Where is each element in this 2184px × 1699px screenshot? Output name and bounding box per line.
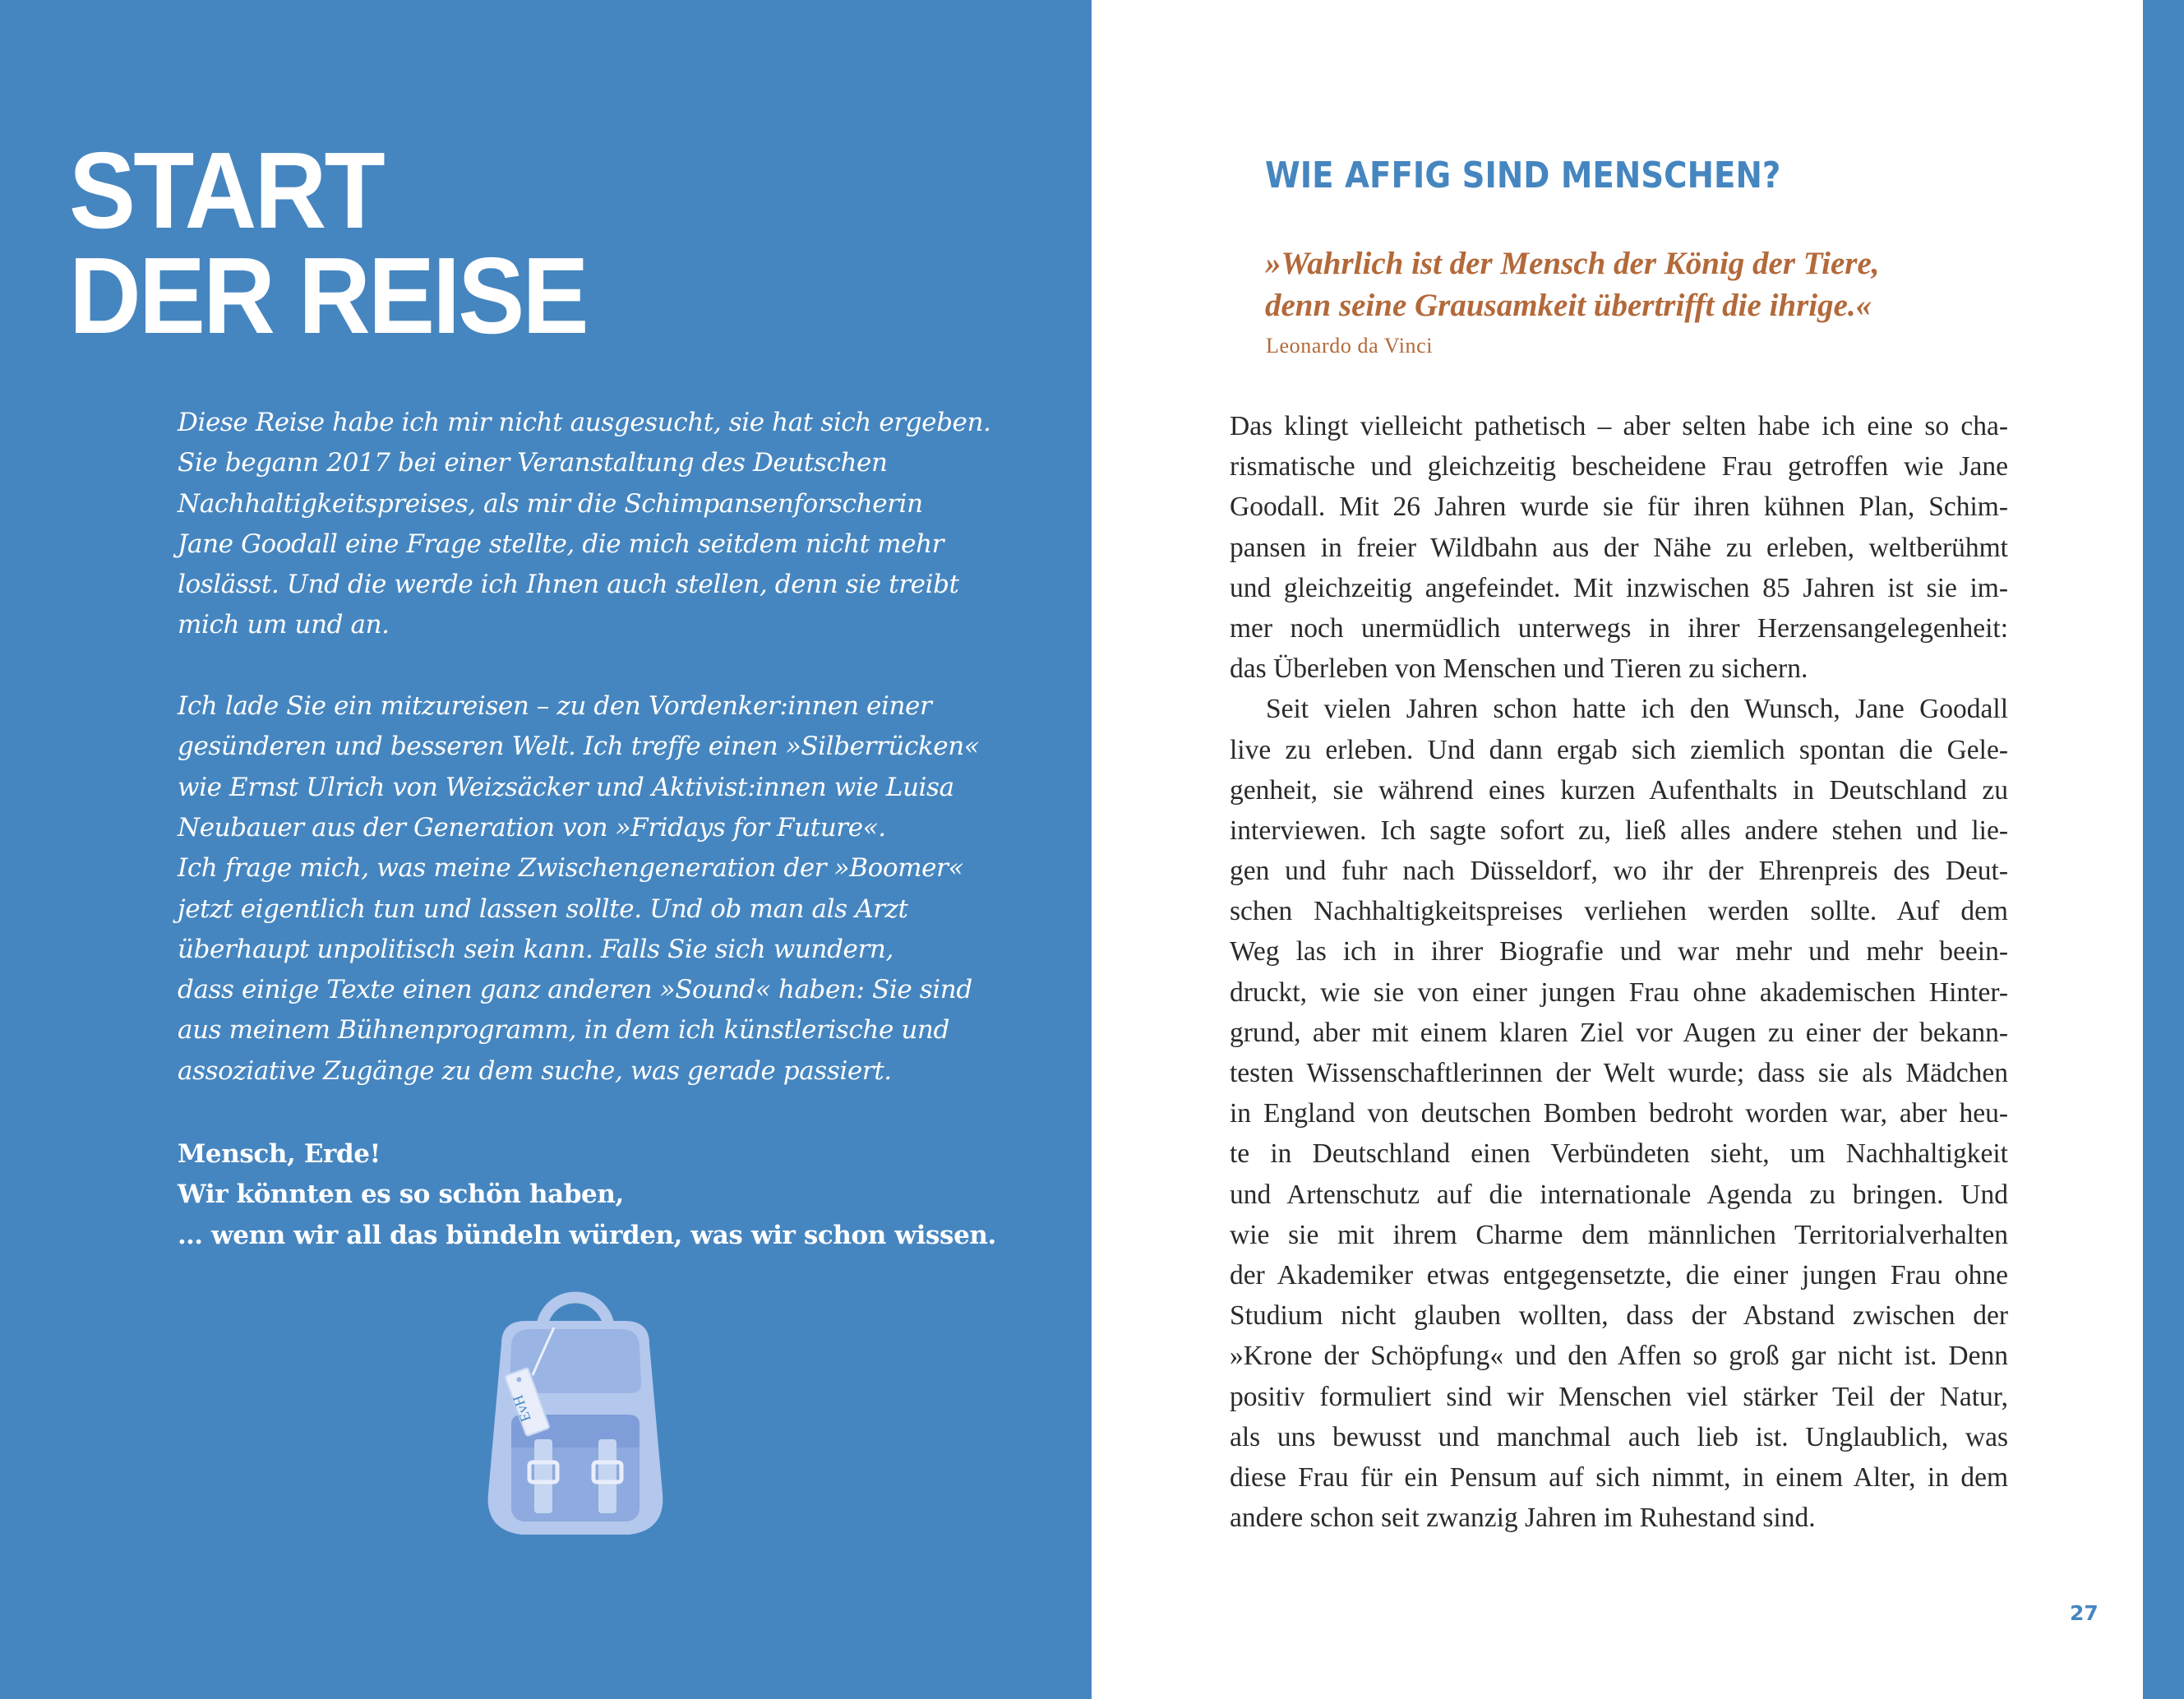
body-line: te in Deutschland einen Verbündeten sieht, um Nachhaltigkeit — [1230, 1138, 2008, 1170]
body-line: diese Frau für ein Pensum auf sich nimmt, in einem Alter, in dem — [1230, 1461, 2008, 1493]
closing-line: … wenn wir all das bündeln würden, was wir schon wissen. — [178, 1220, 996, 1250]
intro-line: aus meinem Bühnenprogramm, in dem ich künstlerische und — [178, 1015, 949, 1046]
closing-line: Mensch, Erde! — [178, 1139, 381, 1169]
body-line: wie sie mit ihrem Charme dem männlichen Territorialverhalten — [1230, 1219, 2008, 1250]
body-line: in England von deutschen Bomben bedroht worden war, aber heu- — [1230, 1098, 2008, 1129]
body-line: gen und fuhr nach Düsseldorf, wo ihr der Ehrenpreis des Deut- — [1230, 856, 2008, 887]
closing-line: Wir könnten es so schön haben, — [178, 1180, 624, 1210]
body-line: Weg las ich in ihrer Biografie und war mehr und mehr beein- — [1230, 936, 2008, 967]
body-line: pansen in freier Wildbahn aus der Nähe zu erleben, weltberühmt — [1230, 532, 2008, 563]
body-line: und gleichzeitig angefeindet. Mit inzwischen 85 Jahren ist sie im- — [1230, 572, 2008, 603]
backpack-illustration — [469, 1278, 682, 1549]
intro-line: Neubauer aus der Generation von »Fridays for Future«. — [178, 812, 886, 843]
intro-line: Jane Goodall eine Frage stellte, die mich seitdem nicht mehr — [178, 529, 944, 559]
body-line: Seit vielen Jahren schon hatte ich den Wunsch, Jane Goodall — [1266, 694, 2008, 725]
intro-line: Ich lade Sie ein mitzureisen – zu den Vordenker:innen einer — [178, 691, 932, 722]
intro-line: überhaupt unpolitisch sein kann. Falls Sie sich wundern, — [178, 934, 893, 964]
body-line: andere schon seit zwanzig Jahren im Ruhestand sind. — [1230, 1503, 1816, 1534]
body-line: »Krone der Schöpfung« und den Affen so groß gar nicht ist. Denn — [1230, 1341, 2008, 1372]
chapter-title — [69, 130, 587, 356]
intro-text — [178, 403, 1008, 1132]
closing-statement — [178, 1134, 1041, 1256]
body-line: Goodall. Mit 26 Jahren wurde sie für ihren kühnen Plan, Schim- — [1230, 492, 2008, 523]
intro-paragraph — [178, 686, 1008, 1092]
intro-line: Sie begann 2017 bei einer Veranstaltung des Deutschen — [178, 448, 888, 478]
intro-line: dass einige Texte einen ganz anderen »Sound« haben: Sie sind — [178, 975, 972, 1005]
page-number: 27 — [2070, 1601, 2099, 1625]
body-line: und Artenschutz auf die internationale Agenda zu bringen. Und — [1230, 1179, 2008, 1210]
section-heading: WIE AFFIG SIND MENSCHEN? — [1265, 155, 1781, 196]
intro-line: loslässt. Und die werde ich Ihnen auch stellen, denn sie treibt — [178, 570, 959, 600]
intro-paragraph — [178, 403, 1008, 646]
quote-line: denn seine Grausamkeit übertrifft die ihrige.« — [1265, 288, 1872, 323]
backpack-tag-label: EvH — [509, 1392, 534, 1424]
body-text — [1230, 406, 2008, 1538]
body-line: druckt, wie sie von einer jungen Frau ohne akademischen Hinter- — [1230, 976, 2008, 1008]
body-line: genheit, sie während eines kurzen Aufenthalts in Deutschland zu — [1230, 774, 2008, 806]
body-line: rismatische und gleichzeitig bescheidene Frau getroffen wie Jane — [1230, 451, 2008, 482]
intro-line: wie Ernst Ulrich von Weizsäcker und Aktivist:innen wie Luisa — [178, 772, 954, 802]
body-line: schen Nachhaltigkeitspreises verliehen werden sollte. Auf dem — [1230, 896, 2008, 927]
body-line: Das klingt vielleicht pathetisch – aber selten habe ich eine so cha- — [1230, 411, 2008, 441]
body-line: mer noch unermüdlich unterwegs in ihrer Herzensangelegenheit: — [1230, 612, 2008, 644]
intro-line: Diese Reise habe ich mir nicht ausgesucht, sie hat sich ergeben. — [178, 408, 991, 437]
page-edge-stripe — [2143, 0, 2184, 1699]
body-line: positiv formuliert sind wir Menschen viel stärker Teil der Natur, — [1230, 1381, 2008, 1412]
intro-line: jetzt eigentlich tun und lassen sollte. Und ob man als Arzt — [178, 893, 908, 924]
body-line: Studium nicht glauben wollten, dass der Abstand zwischen der — [1230, 1300, 2008, 1332]
intro-line: Ich frage mich, was meine Zwischengeneration der »Boomer« — [178, 853, 964, 884]
body-line: das Überleben von Menschen und Tieren zu sichern. — [1230, 653, 1808, 685]
quote-author: Leonardo da Vinci — [1266, 334, 1434, 358]
body-line: grund, aber mit einem klaren Ziel vor Augen zu einer der bekann- — [1230, 1017, 2008, 1048]
intro-line: gesünderen und besseren Welt. Ich treffe einen »Silberrücken« — [178, 732, 980, 762]
chapter-title-line: DER REISE — [69, 235, 587, 356]
body-line: live zu erleben. Und dann ergab sich ziemlich spontan die Gele- — [1230, 734, 2008, 765]
intro-line: mich um und an. — [178, 610, 390, 640]
intro-line: Nachhaltigkeitspreises, als mir die Schimpansenforscherin — [178, 488, 923, 519]
epigraph-quote — [1265, 242, 1964, 326]
chapter-title-line: START — [69, 130, 383, 251]
body-line: testen Wissenschaftlerinnen der Welt wurde; dass sie als Mädchen — [1230, 1058, 2008, 1088]
intro-line: assoziative Zugänge zu dem suche, was gerade passiert. — [178, 1055, 892, 1086]
body-line: interviewen. Ich sagte sofort zu, ließ alles andere stehen und lie- — [1230, 815, 2008, 846]
body-line: der Akademiker etwas entgegensetzte, die einer jungen Frau ohne — [1230, 1259, 2008, 1290]
quote-line: »Wahrlich ist der Mensch der König der Tiere, — [1265, 246, 1880, 281]
body-line: als uns bewusst und manchmal auch lieb ist. Unglaublich, was — [1230, 1421, 2008, 1452]
